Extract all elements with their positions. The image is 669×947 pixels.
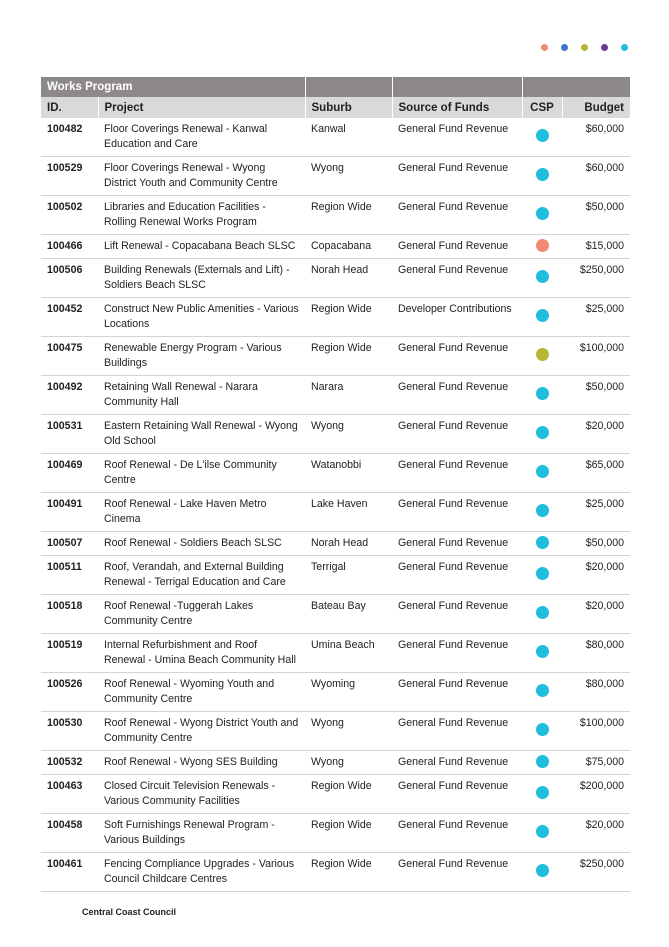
decorative-dots	[541, 44, 628, 51]
csp-indicator-icon	[536, 786, 549, 799]
row-source-of-funds: Developer Contributions	[392, 298, 522, 337]
row-project: Roof Renewal - Wyong SES Building	[98, 751, 305, 775]
row-id: 100529	[41, 157, 98, 196]
row-project: Floor Coverings Renewal - Wyong District Youth and Community Centre	[98, 157, 305, 196]
header-csp: CSP	[522, 97, 562, 118]
header-project: Project	[98, 97, 305, 118]
row-source-of-funds: General Fund Revenue	[392, 556, 522, 595]
row-csp	[522, 634, 562, 673]
csp-indicator-icon	[536, 465, 549, 478]
row-budget: $50,000	[562, 196, 630, 235]
row-csp	[522, 751, 562, 775]
csp-indicator-icon	[536, 684, 549, 697]
row-id: 100452	[41, 298, 98, 337]
row-source-of-funds: General Fund Revenue	[392, 775, 522, 814]
csp-indicator-icon	[536, 504, 549, 517]
row-csp	[522, 556, 562, 595]
row-project: Libraries and Education Facilities - Rolling Renewal Works Program	[98, 196, 305, 235]
row-budget: $20,000	[562, 595, 630, 634]
row-budget: $250,000	[562, 259, 630, 298]
csp-indicator-icon	[536, 723, 549, 736]
row-budget: $50,000	[562, 532, 630, 556]
row-source-of-funds: General Fund Revenue	[392, 196, 522, 235]
row-source-of-funds: General Fund Revenue	[392, 751, 522, 775]
decor-dot	[621, 44, 628, 51]
row-budget: $20,000	[562, 556, 630, 595]
row-suburb: Bateau Bay	[305, 595, 392, 634]
header-suburb: Suburb	[305, 97, 392, 118]
row-csp	[522, 157, 562, 196]
table-row	[41, 595, 630, 634]
row-id: 100491	[41, 493, 98, 532]
row-csp	[522, 196, 562, 235]
row-id: 100469	[41, 454, 98, 493]
csp-indicator-icon	[536, 239, 549, 252]
works-program-table	[41, 77, 630, 892]
row-project: Building Renewals (Externals and Lift) - Soldiers Beach SLSC	[98, 259, 305, 298]
row-suburb: Wyong	[305, 157, 392, 196]
row-source-of-funds: General Fund Revenue	[392, 673, 522, 712]
table-row	[41, 118, 630, 157]
row-suburb: Terrigal	[305, 556, 392, 595]
csp-indicator-icon	[536, 129, 549, 142]
row-source-of-funds: General Fund Revenue	[392, 853, 522, 892]
row-budget: $80,000	[562, 673, 630, 712]
decor-dot	[581, 44, 588, 51]
row-source-of-funds: General Fund Revenue	[392, 235, 522, 259]
row-id: 100511	[41, 556, 98, 595]
row-budget: $25,000	[562, 298, 630, 337]
table-row	[41, 751, 630, 775]
row-suburb: Region Wide	[305, 775, 392, 814]
header-id: ID.	[41, 97, 98, 118]
row-source-of-funds: General Fund Revenue	[392, 415, 522, 454]
row-id: 100518	[41, 595, 98, 634]
row-budget: $20,000	[562, 415, 630, 454]
row-suburb: Wyong	[305, 751, 392, 775]
row-csp	[522, 595, 562, 634]
row-budget: $65,000	[562, 454, 630, 493]
row-csp	[522, 376, 562, 415]
row-id: 100502	[41, 196, 98, 235]
row-source-of-funds: General Fund Revenue	[392, 634, 522, 673]
table-row	[41, 298, 630, 337]
row-budget: $50,000	[562, 376, 630, 415]
table-header-row	[41, 97, 630, 118]
row-source-of-funds: General Fund Revenue	[392, 376, 522, 415]
row-project: Roof Renewal - Wyong District Youth and Community Centre	[98, 712, 305, 751]
row-id: 100461	[41, 853, 98, 892]
row-project: Renewable Energy Program - Various Buildings	[98, 337, 305, 376]
decor-dot	[601, 44, 608, 51]
csp-indicator-icon	[536, 348, 549, 361]
row-budget: $60,000	[562, 118, 630, 157]
row-source-of-funds: General Fund Revenue	[392, 337, 522, 376]
row-id: 100458	[41, 814, 98, 853]
table-row	[41, 532, 630, 556]
table-title-row	[41, 77, 630, 97]
csp-indicator-icon	[536, 825, 549, 838]
csp-indicator-icon	[536, 567, 549, 580]
row-budget: $60,000	[562, 157, 630, 196]
row-csp	[522, 415, 562, 454]
row-csp	[522, 118, 562, 157]
row-suburb: Region Wide	[305, 337, 392, 376]
table-row	[41, 454, 630, 493]
row-source-of-funds: General Fund Revenue	[392, 493, 522, 532]
table-title: Works Program	[41, 77, 305, 97]
row-id: 100475	[41, 337, 98, 376]
row-suburb: Lake Haven	[305, 493, 392, 532]
row-suburb: Region Wide	[305, 853, 392, 892]
row-source-of-funds: General Fund Revenue	[392, 454, 522, 493]
table-row	[41, 673, 630, 712]
row-id: 100506	[41, 259, 98, 298]
header-source: Source of Funds	[392, 97, 522, 118]
row-suburb: Watanobbi	[305, 454, 392, 493]
csp-indicator-icon	[536, 168, 549, 181]
row-csp	[522, 532, 562, 556]
row-id: 100482	[41, 118, 98, 157]
header-budget: Budget	[562, 97, 630, 118]
table-row	[41, 775, 630, 814]
table-row	[41, 376, 630, 415]
table-row	[41, 157, 630, 196]
row-project: Retaining Wall Renewal - Narara Community Hall	[98, 376, 305, 415]
row-source-of-funds: General Fund Revenue	[392, 712, 522, 751]
row-suburb: Kanwal	[305, 118, 392, 157]
row-id: 100463	[41, 775, 98, 814]
row-budget: $15,000	[562, 235, 630, 259]
row-project: Closed Circuit Television Renewals - Various Community Facilities	[98, 775, 305, 814]
row-id: 100507	[41, 532, 98, 556]
csp-indicator-icon	[536, 606, 549, 619]
table-row	[41, 259, 630, 298]
row-budget: $100,000	[562, 712, 630, 751]
row-csp	[522, 259, 562, 298]
table-row	[41, 337, 630, 376]
row-source-of-funds: General Fund Revenue	[392, 532, 522, 556]
row-project: Roof Renewal - Lake Haven Metro Cinema	[98, 493, 305, 532]
row-id: 100530	[41, 712, 98, 751]
row-suburb: Region Wide	[305, 298, 392, 337]
table-row	[41, 556, 630, 595]
table-row	[41, 853, 630, 892]
table-row	[41, 415, 630, 454]
row-suburb: Region Wide	[305, 196, 392, 235]
csp-indicator-icon	[536, 207, 549, 220]
row-id: 100492	[41, 376, 98, 415]
csp-indicator-icon	[536, 270, 549, 283]
table-row	[41, 493, 630, 532]
row-csp	[522, 673, 562, 712]
row-suburb: Norah Head	[305, 259, 392, 298]
row-suburb: Copacabana	[305, 235, 392, 259]
row-source-of-funds: General Fund Revenue	[392, 118, 522, 157]
table-row	[41, 196, 630, 235]
row-id: 100466	[41, 235, 98, 259]
row-budget: $200,000	[562, 775, 630, 814]
row-id: 100531	[41, 415, 98, 454]
row-source-of-funds: General Fund Revenue	[392, 814, 522, 853]
footer-council-name: Central Coast Council	[82, 907, 177, 917]
row-project: Roof Renewal -Tuggerah Lakes Community Centre	[98, 595, 305, 634]
row-project: Roof Renewal - De L'ilse Community Centre	[98, 454, 305, 493]
csp-indicator-icon	[536, 755, 549, 768]
table-row	[41, 814, 630, 853]
row-csp	[522, 775, 562, 814]
row-project: Roof Renewal - Wyoming Youth and Community Centre	[98, 673, 305, 712]
row-suburb: Region Wide	[305, 814, 392, 853]
row-project: Fencing Compliance Upgrades - Various Council Childcare Centres	[98, 853, 305, 892]
row-csp	[522, 814, 562, 853]
row-suburb: Wyong	[305, 712, 392, 751]
row-project: Internal Refurbishment and Roof Renewal - Umina Beach Community Hall	[98, 634, 305, 673]
row-budget: $100,000	[562, 337, 630, 376]
row-csp	[522, 298, 562, 337]
row-csp	[522, 235, 562, 259]
csp-indicator-icon	[536, 426, 549, 439]
row-csp	[522, 493, 562, 532]
row-csp	[522, 337, 562, 376]
row-csp	[522, 454, 562, 493]
table-row	[41, 235, 630, 259]
decor-dot	[541, 44, 548, 51]
row-budget: $80,000	[562, 634, 630, 673]
row-project: Floor Coverings Renewal - Kanwal Education and Care	[98, 118, 305, 157]
decor-dot	[561, 44, 568, 51]
row-project: Roof, Verandah, and External Building Renewal - Terrigal Education and Care	[98, 556, 305, 595]
row-suburb: Umina Beach	[305, 634, 392, 673]
row-csp	[522, 853, 562, 892]
row-suburb: Narara	[305, 376, 392, 415]
row-project: Eastern Retaining Wall Renewal - Wyong Old School	[98, 415, 305, 454]
table-row	[41, 712, 630, 751]
row-budget: $250,000	[562, 853, 630, 892]
row-csp	[522, 712, 562, 751]
row-id: 100532	[41, 751, 98, 775]
row-suburb: Norah Head	[305, 532, 392, 556]
row-id: 100519	[41, 634, 98, 673]
csp-indicator-icon	[536, 387, 549, 400]
row-suburb: Wyoming	[305, 673, 392, 712]
table-row	[41, 634, 630, 673]
csp-indicator-icon	[536, 309, 549, 322]
csp-indicator-icon	[536, 536, 549, 549]
row-source-of-funds: General Fund Revenue	[392, 259, 522, 298]
row-suburb: Wyong	[305, 415, 392, 454]
csp-indicator-icon	[536, 864, 549, 877]
row-project: Soft Furnishings Renewal Program - Various Buildings	[98, 814, 305, 853]
row-project: Roof Renewal - Soldiers Beach SLSC	[98, 532, 305, 556]
row-budget: $75,000	[562, 751, 630, 775]
row-source-of-funds: General Fund Revenue	[392, 157, 522, 196]
row-project: Construct New Public Amenities - Various Locations	[98, 298, 305, 337]
row-project: Lift Renewal - Copacabana Beach SLSC	[98, 235, 305, 259]
row-budget: $20,000	[562, 814, 630, 853]
row-source-of-funds: General Fund Revenue	[392, 595, 522, 634]
row-id: 100526	[41, 673, 98, 712]
row-budget: $25,000	[562, 493, 630, 532]
csp-indicator-icon	[536, 645, 549, 658]
